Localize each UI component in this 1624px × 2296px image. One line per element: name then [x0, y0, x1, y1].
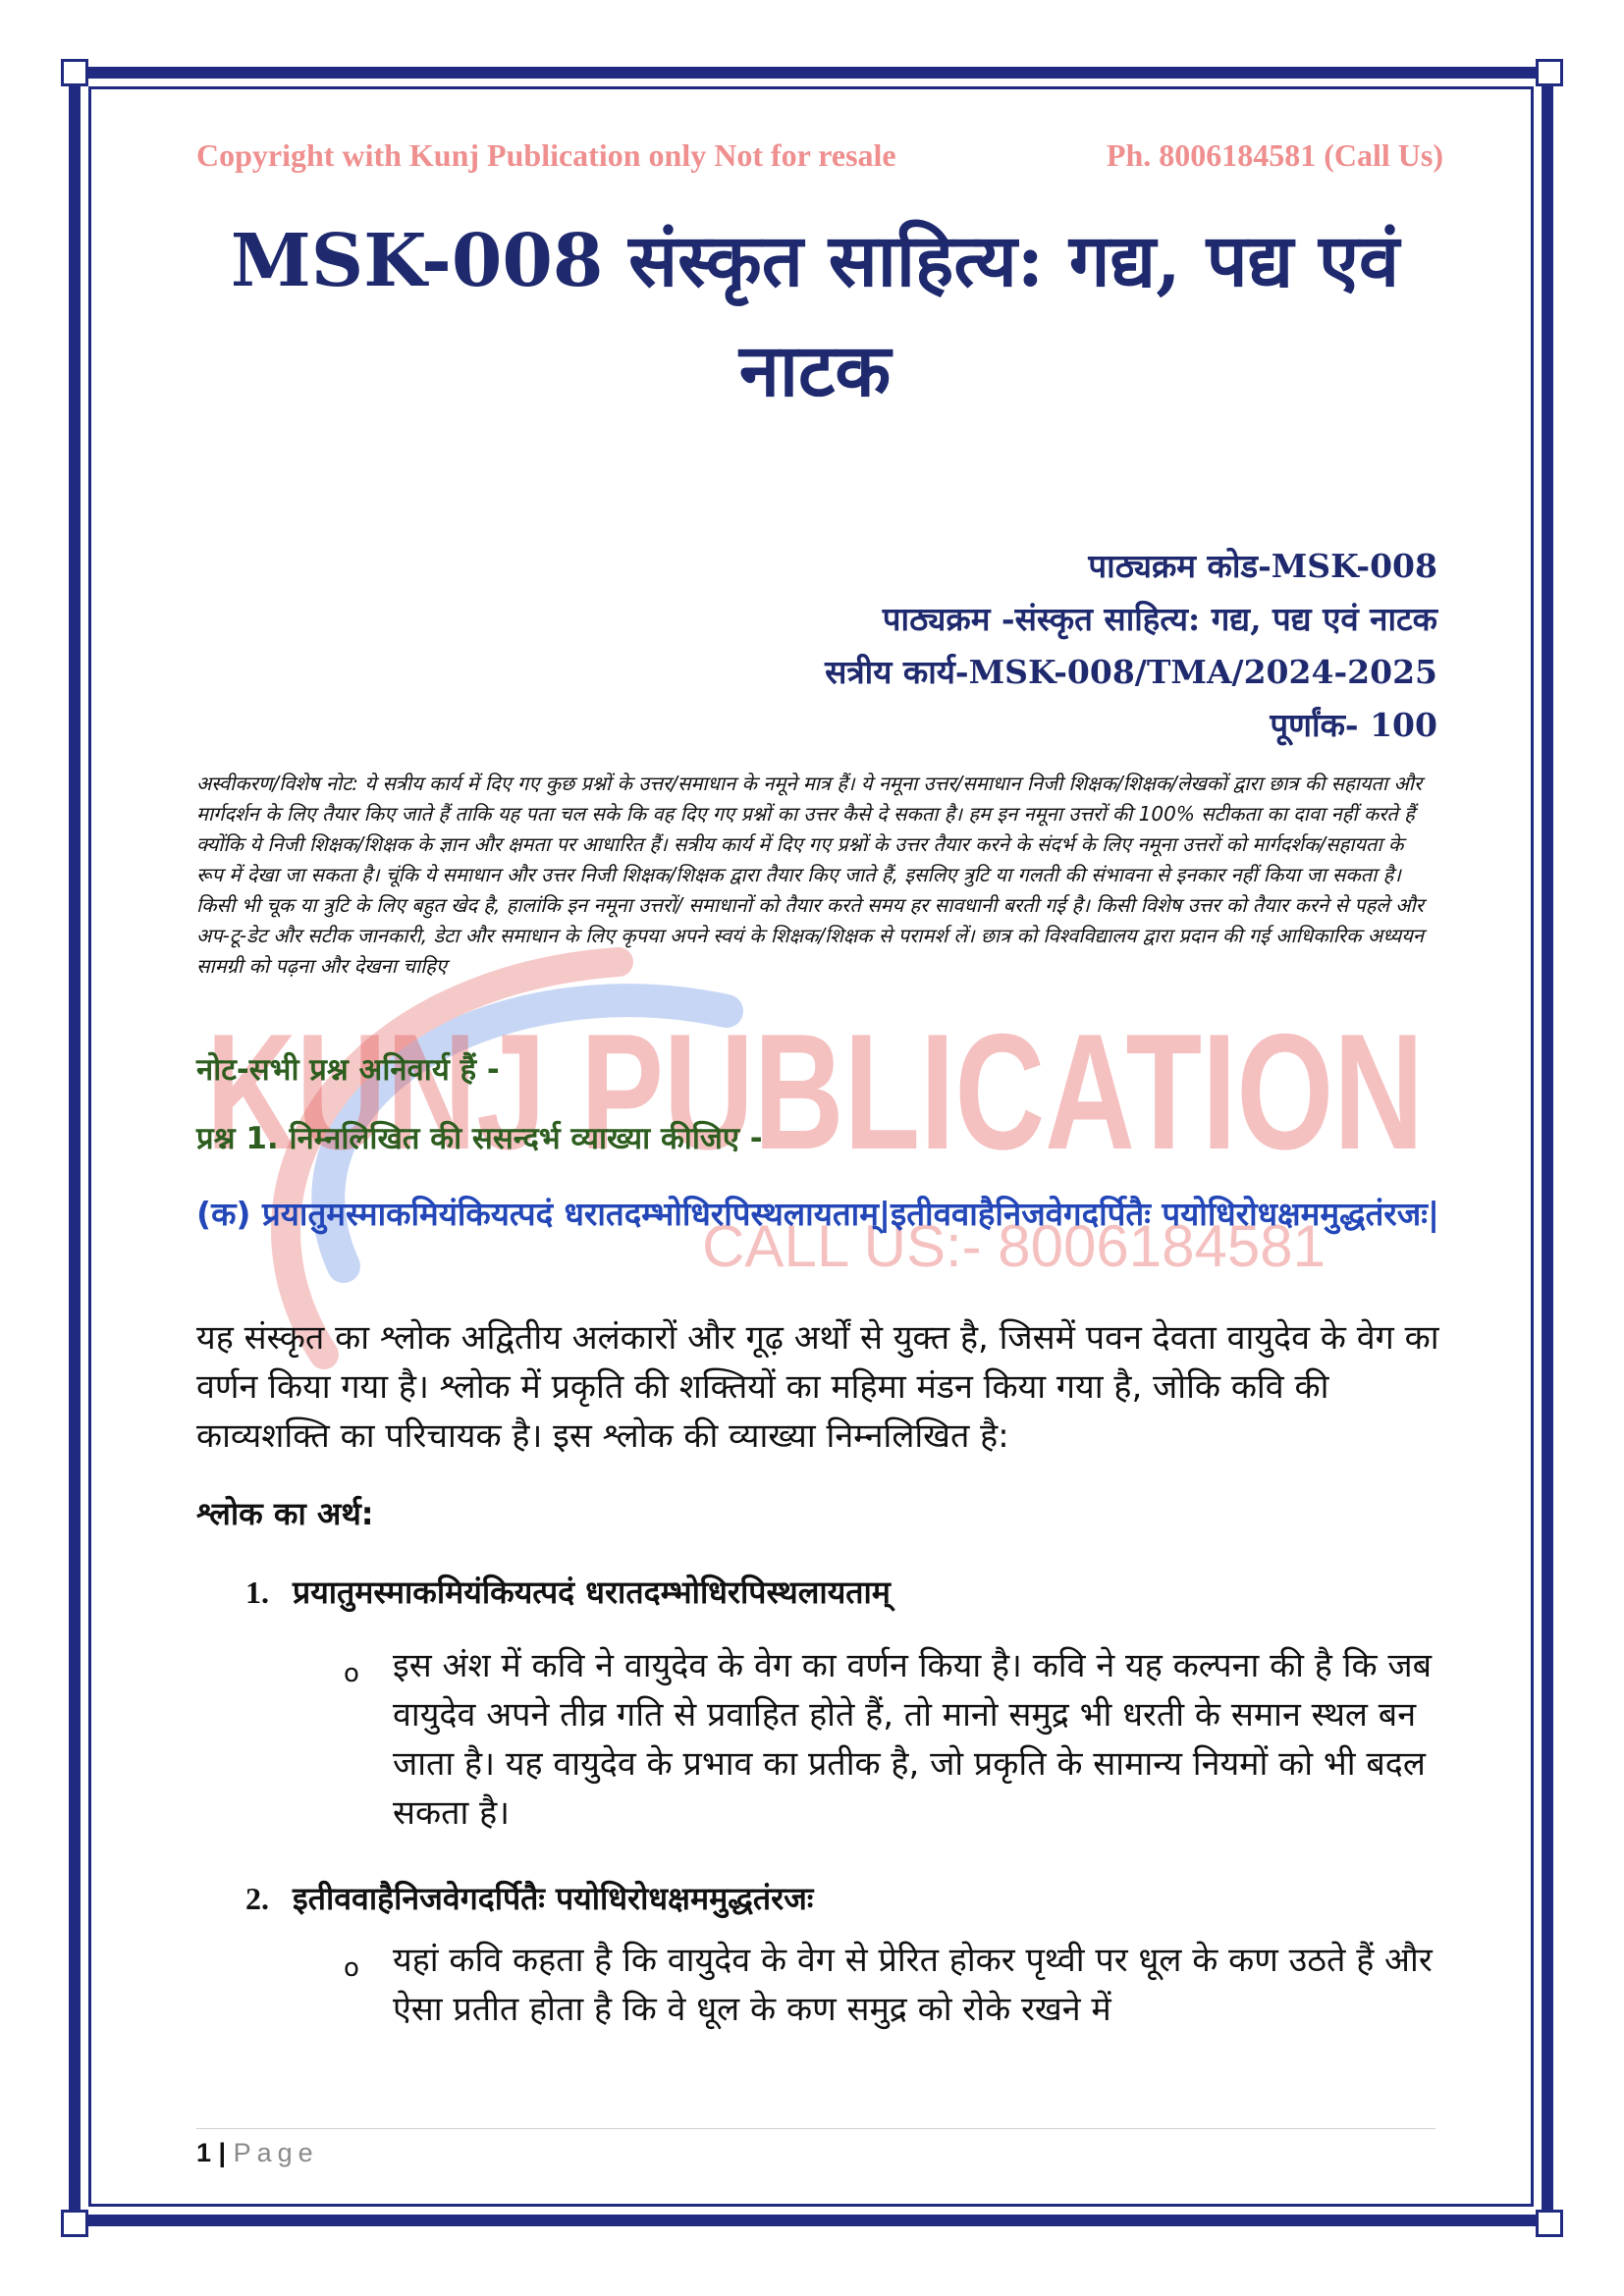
border-corner: [1536, 59, 1563, 86]
assignment-code: सत्रीय कार्य-MSK-008/TMA/2024-2025: [825, 653, 1437, 691]
hollow-bullet-icon: o: [344, 1953, 359, 1983]
page-label: Page: [233, 2138, 319, 2167]
border-corner: [1536, 2210, 1563, 2237]
intro-paragraph: यह संस्कृत का श्लोक अद्वितीय अलंकारों और गूढ़ अर्थों से युक्त है, जिसमें पवन देवता वायुदेव के वेग का वर्णन किया गया है। श्लोक में प्रकृति की शक्तियों का महिमा मंडन किया गया है, जोकि कवि की काव्यशक्ति का परिचायक है। इस श्लोक की व्याख्या निम्नलिखित है:: [196, 1318, 1439, 1456]
course-name: पाठ्यक्रम -संस्कृत साहित्य: गद्य, पद्य एवं नाटक: [882, 600, 1437, 638]
item-title: इतीववाहैनिजवेगदर्पितैः पयोधिरोधक्षममुद्धतंरजः: [293, 1880, 814, 1917]
item-explanation: इस अंश में कवि ने वायुदेव के वेग का वर्णन किया है। कवि ने यह कल्पना की है कि जब वायुदेव अपने तीव्र गति से प्रवाहित होते हैं, तो मानो समुद्र भी धरती के समान स्थल बन जाता है। यह वायुदेव के प्रभाव का प्रतीक है, जो प्रकृति के सामान्य नियमों को भी बदल सकता है।: [393, 1646, 1433, 1833]
footer-divider: [196, 2128, 1435, 2129]
list-item: [245, 1571, 891, 1613]
meaning-heading: श्लोक का अर्थ:: [196, 1495, 374, 1532]
watermark-phone: CALL US:- 8006184581: [702, 1213, 1326, 1279]
item-explanation: यहां कवि कहता है कि वायुदेव के वेग से प्रेरित होकर पृथ्वी पर धूल के कण उठते हैं और ऐसा प्रतीत होता है कि वे धूल के कण समुद्र को रोके रखने में: [393, 1941, 1433, 2029]
border-corner: [61, 59, 88, 86]
title-line-2: नाटक: [738, 329, 892, 413]
page-number: 1: [196, 2138, 212, 2167]
course-code: पाठ्यक्रम कोड-MSK-008: [1088, 547, 1437, 585]
list-item: [245, 1877, 813, 1919]
total-marks: पूर्णांक- 100: [1270, 706, 1437, 744]
contact-phone: Ph. 8006184581 (Call Us): [1106, 137, 1443, 173]
footer-separator: |: [218, 2138, 227, 2167]
disclaimer-text: अस्वीकरण/विशेष नोट: ये सत्रीय कार्य में दिए गए कुछ प्रश्नों के उत्तर/समाधान के नमूने मात्र हैं। ये नमूना उत्तर/समाधान निजी शिक्षक/शिक्षक/लेखकों द्वारा छात्र की सहायता और मार्गदर्शन के लिए तैयार किए जाते हैं ताकि यह पता चल सके कि वह दिए गए प्रश्नों का उत्तर कैसे दे सकता है। हम इन नमूना उत्तरों की 100% सटीकता का दावा नहीं करते हैं क्योंकि ये निजी शिक्षक/शिक्षक के ज्ञान और क्षमता पर आधारित हैं। सत्रीय कार्य में दिए गए प्रश्नों के उत्तर तैयार करने के संदर्भ के लिए नमूना उत्तरों को मार्गदर्शक/सहायता के रूप में देखा जा सकता है। चूंकि ये समाधान और उत्तर निजी शिक्षक/शिक्षक द्वारा तैयार किए जाते हैं, इसलिए त्रुटि या गलती की संभावना से इनकार नहीं किया जा सकता है। किसी भी चूक या त्रुटि के लिए बहुत खेद है, हालांकि इन नमूना उत्तरों/ समाधानों को तैयार करते समय हर सावधानी बरती गई है। किसी विशेष उत्तर को तैयार करने से पहले और अप-टू-डेट और सटीक जानकारी, डेटा और समाधान के लिए कृपया अपने स्वयं के शिक्षक/शिक्षक से परामर्श लें। छात्र को विश्वविद्यालय द्वारा प्रदान की गई आधिकारिक अध्ययन सामग्री को पढ़ना और देखना चाहिए: [196, 772, 1424, 978]
border-corner: [61, 2210, 88, 2237]
question-1-heading: प्रश्न 1. निम्नलिखित की ससन्दर्भ व्याख्या कीजिए -: [196, 1121, 763, 1156]
watermark-brand: KUNJ PUBLICATION: [206, 999, 1424, 1184]
title-line-1: MSK-008 संस्कृत साहित्य: गद्य, पद्य एवं: [230, 219, 1400, 303]
item-number: 2.: [245, 1881, 269, 1916]
item-title: प्रयातुमस्माकमियंकियत्पदं धरातदम्भोधिरपिस्थलायताम्: [293, 1574, 891, 1611]
note-heading: नोट-सभी प्रश्न अनिवार्य हैं -: [196, 1052, 500, 1088]
item-number: 1.: [245, 1575, 269, 1610]
hollow-bullet-icon: o: [344, 1659, 359, 1688]
page-footer: [196, 2138, 319, 2168]
sanskrit-verse: (क) प्रयातुमस्माकमियंकियत्पदं धरातदम्भोधिरपिस्थलायताम्|इतीववाहैनिजवेगदर्पितैः पयोधिरोधक्षममुद्धतंरजः|: [196, 1195, 1440, 1233]
document-title: [177, 206, 1453, 426]
course-meta: [825, 540, 1437, 752]
copyright-notice: Copyright with Kunj Publication only Not for resale: [196, 137, 896, 173]
